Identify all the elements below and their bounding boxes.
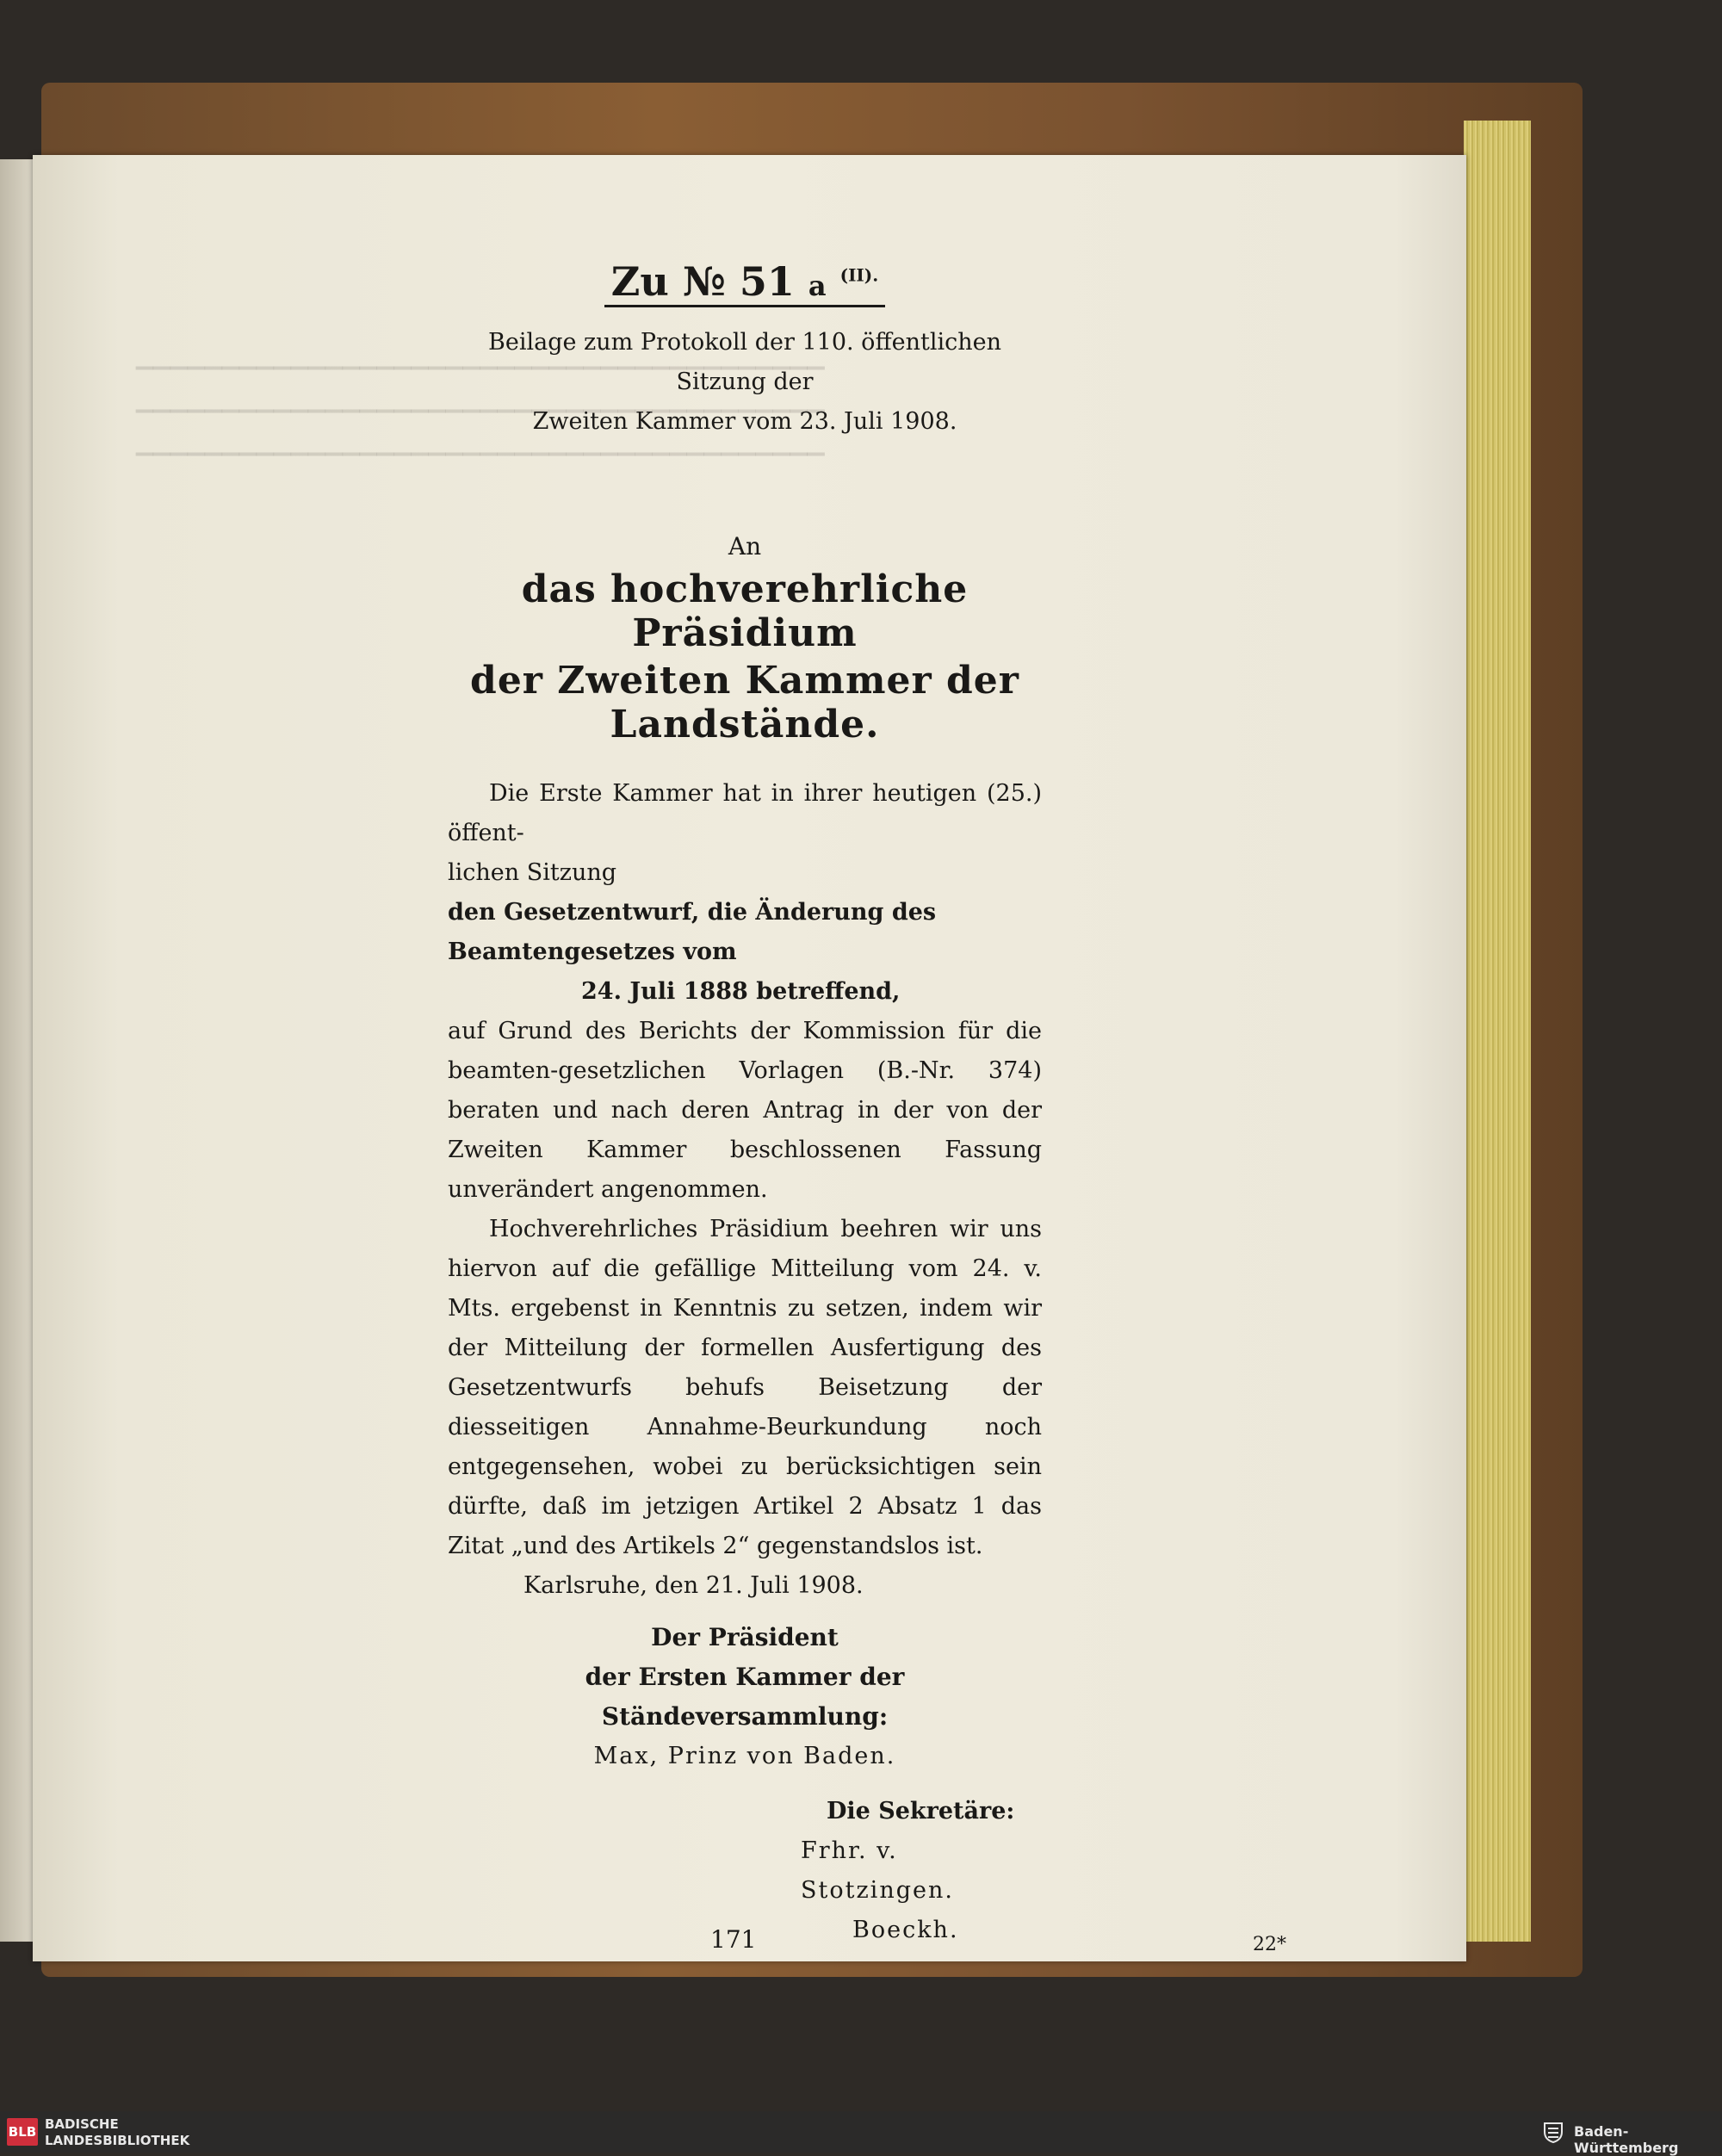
paragraph-1-line-2: lichen Sitzung bbox=[448, 859, 617, 886]
addressee-line-2: der Zweiten Kammer der Landstände. bbox=[470, 659, 1019, 747]
library-name: BADISCHE LANDESBIBLIOTHEK bbox=[45, 2116, 190, 2148]
blb-logo-icon[interactable]: BLB bbox=[7, 2118, 38, 2146]
secretaries-title: Die Sekretäre: bbox=[827, 1798, 1015, 1825]
bill-title-line-2: 24. Juli 1888 betreffend, bbox=[581, 978, 901, 1005]
show-through-text: ▁▁▁▁▁▁▁▁▁▁▁▁▁▁▁▁▁▁▁▁▁▁▁▁▁▁▁▁▁▁▁▁▁▁▁▁▁▁▁▁ ▁▁▁▁▁▁▁▁▁▁▁▁▁▁▁▁▁▁▁▁▁▁▁▁▁▁▁▁▁▁▁▁▁▁▁▁▁▁▁▁ ▁▁▁▁▁▁▁▁▁▁▁▁▁▁▁▁▁▁▁▁▁▁▁▁▁▁▁▁▁▁▁▁▁▁▁▁▁▁▁▁ bbox=[136, 344, 825, 456]
document-number-heading: Zu № 51 a $^{(II).}$ bbox=[604, 258, 885, 307]
page-number: 171 bbox=[710, 1925, 757, 1954]
paragraph-2: auf Grund des Berichts der Kommission für die beamten-gesetzlichen Vorlagen (B.-Nr. 374) beraten und nach deren Antrag in der von der Zweiten Kammer beschlossenen Fassung unverändert angenommen. bbox=[448, 1018, 1042, 1203]
addressee-line-1: das hochverehrliche Präsidium bbox=[521, 567, 969, 655]
paragraph-1-line-1: Die Erste Kammer hat in ihrer heutigen (25.) öffent- bbox=[448, 780, 1042, 846]
secretaries-block bbox=[801, 1792, 1042, 1950]
president-title-1: Der Präsident bbox=[651, 1623, 839, 1651]
paragraph-3: Hochverehrliches Präsidium beehren wir uns hiervon auf die gefällige Mitteilung vom 24. v. Mts. ergebenst in Kenntnis zu setzen, indem wir der Mitteilung der formellen Ausfertigung des Gesetzentwurfs behufs Beisetzung der diesseitigen Annahme-Beurkundung noch entgegensehen, wobei zu berücksichtigen sein dürfte, daß im jetzigen Artikel 2 Absatz 1 das Zitat „und des Artikels 2“ gegenstandslos ist. bbox=[448, 1216, 1042, 1559]
subtitle-line-2: Zweiten Kammer vom 23. Juli 1908. bbox=[532, 408, 957, 435]
bill-title-line-1: den Gesetzentwurf, die Änderung des Beamtengesetzes vom bbox=[448, 899, 937, 965]
gilded-page-edge bbox=[1464, 121, 1531, 1942]
president-name: Max, Prinz von Baden. bbox=[593, 1743, 896, 1769]
secretary-1: Frhr. v. Stotzingen. bbox=[801, 1837, 954, 1904]
state-name: Baden-Württemberg bbox=[1574, 2123, 1679, 2156]
place-date: Karlsruhe, den 21. Juli 1908. bbox=[523, 1572, 864, 1599]
secretary-2: Boeckh. bbox=[852, 1917, 959, 1943]
document-body bbox=[448, 258, 1042, 1950]
subtitle-line-1: Beilage zum Protokoll der 110. öffentlichen Sitzung der bbox=[488, 329, 1001, 395]
viewer-footer bbox=[0, 2111, 1722, 2156]
signature-mark: 22* bbox=[1253, 1934, 1286, 1955]
coat-of-arms-icon[interactable] bbox=[1541, 2120, 1565, 2144]
addressee-an: An bbox=[728, 532, 762, 561]
president-title-2: der Ersten Kammer der Ständeversammlung: bbox=[585, 1663, 905, 1731]
